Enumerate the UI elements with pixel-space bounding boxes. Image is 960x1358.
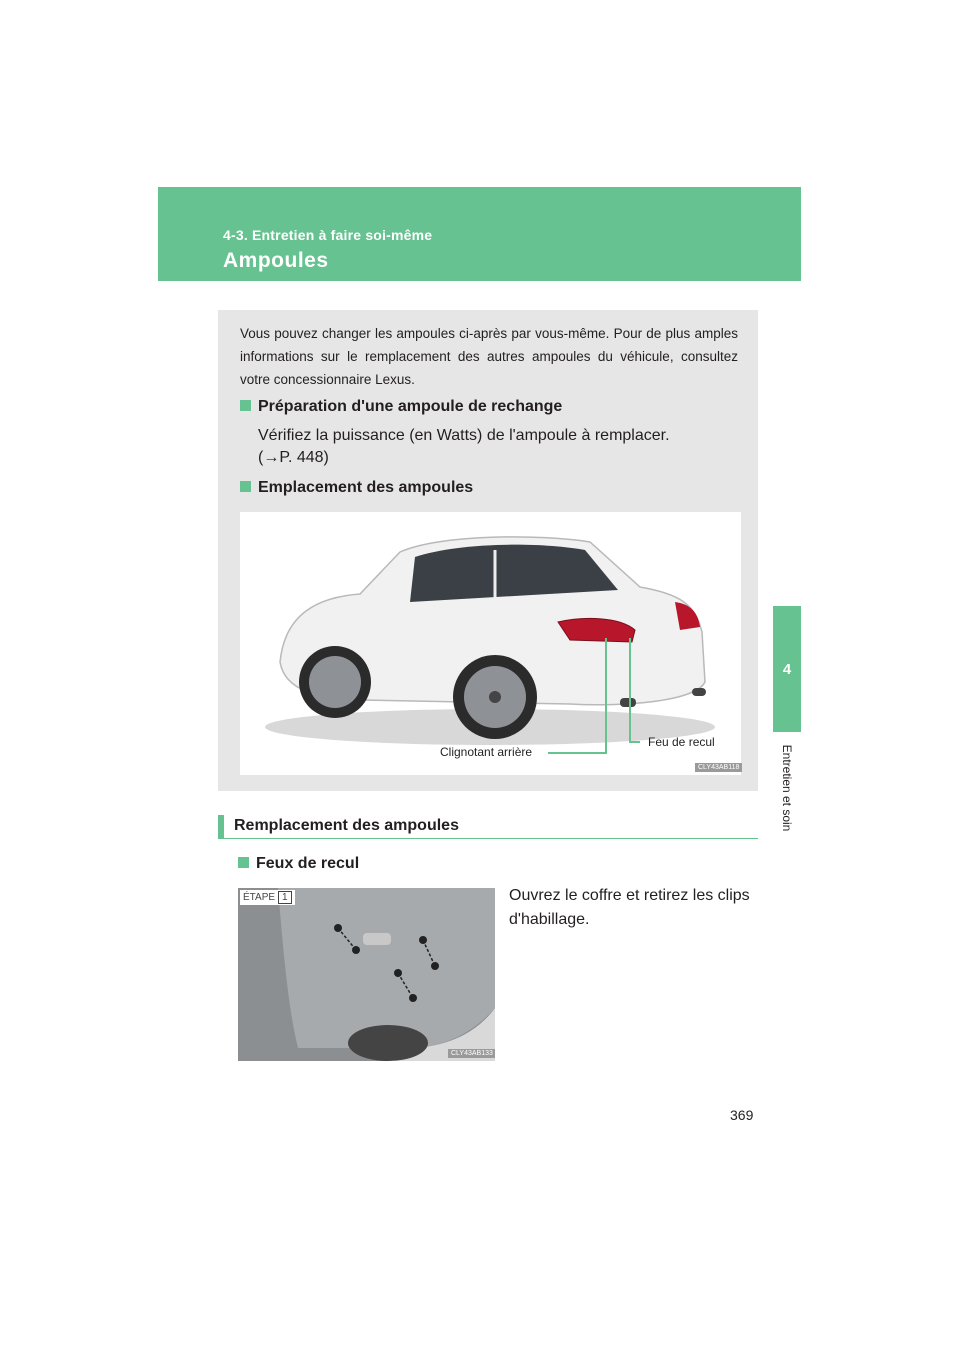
chapter-number: 4 bbox=[773, 606, 801, 732]
intro-panel bbox=[218, 310, 758, 791]
location-heading-text: Emplacement des ampoules bbox=[258, 479, 474, 496]
prep-ref: (→P. 448) bbox=[258, 449, 329, 466]
page-number: 369 bbox=[730, 1107, 754, 1123]
chapter-label: Entretien et soin bbox=[780, 744, 794, 832]
reverse-lights-heading-text: Feux de recul bbox=[256, 855, 360, 872]
prep-heading bbox=[240, 398, 562, 416]
image-code: CLY43AB118 bbox=[695, 763, 742, 772]
reverse-lights-heading bbox=[238, 855, 359, 873]
image-code: CLY43AB133 bbox=[448, 1049, 495, 1058]
heading-bar bbox=[218, 815, 224, 838]
prep-heading-text: Préparation d'une ampoule de rechange bbox=[258, 398, 563, 415]
step-number: 1 bbox=[278, 891, 292, 904]
section-label: 4-3. Entretien à faire soi-même bbox=[223, 227, 433, 243]
replacement-heading bbox=[218, 815, 758, 839]
square-bullet-icon bbox=[238, 857, 249, 868]
chapter-label-box bbox=[773, 732, 801, 844]
prep-text: Vérifiez la puissance (en Watts) de l'ampoule à remplacer. bbox=[258, 427, 670, 444]
step-badge bbox=[240, 890, 295, 905]
label-turn-signal: Clignotant arrière bbox=[440, 745, 533, 759]
trunk-lid-icon bbox=[238, 888, 495, 1061]
step-label: ÉTAPE bbox=[243, 892, 276, 903]
step-instruction: Ouvrez le coffre et retirez les clips d'habillage. bbox=[509, 887, 750, 928]
location-heading bbox=[240, 479, 473, 497]
square-bullet-icon bbox=[240, 481, 251, 492]
intro-text: Vous pouvez changer les ampoules ci-après par vous-même. Pour de plus amples informations sur le remplacement des autres ampoules du véhicule, consultez votre concessionnaire Lexus. bbox=[240, 326, 738, 387]
page-title: Ampoules bbox=[223, 249, 329, 272]
replacement-heading-text: Remplacement des ampoules bbox=[234, 817, 459, 834]
label-reverse-light: Feu de recul bbox=[648, 735, 715, 749]
section-header bbox=[158, 187, 801, 281]
chapter-tab bbox=[773, 606, 801, 844]
car-illustration bbox=[240, 512, 741, 775]
trunk-illustration bbox=[238, 888, 495, 1061]
square-bullet-icon bbox=[240, 400, 251, 411]
